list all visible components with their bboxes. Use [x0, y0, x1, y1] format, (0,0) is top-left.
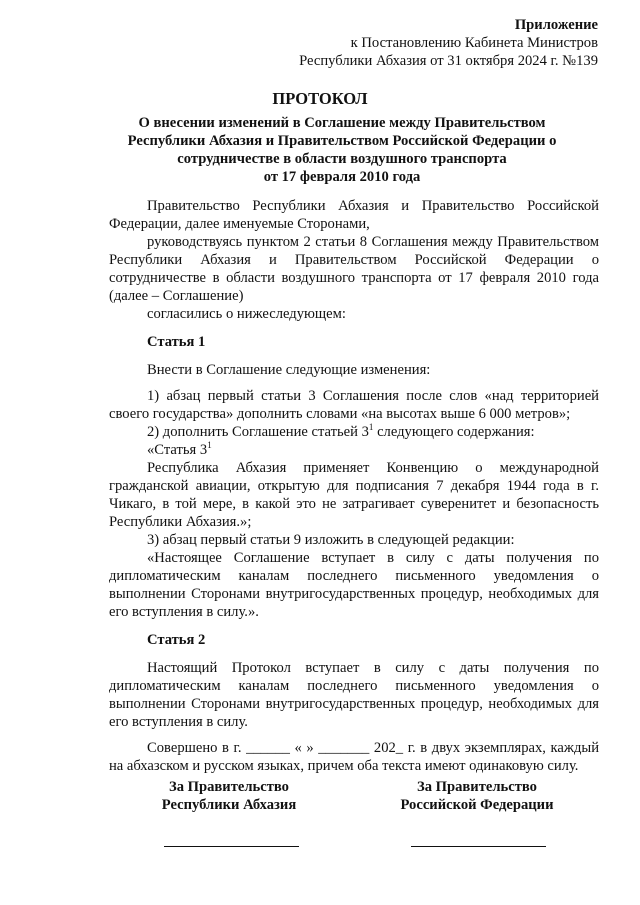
preamble-paragraph: Правительство Республики Абхазия и Правительство Российской Федерации, далее именуемые Сторонами,: [109, 198, 599, 232]
quoted-article-title: «Статья $3^1$: [147, 440, 212, 458]
signature-line-left: [164, 846, 299, 847]
appendix-header: [299, 16, 598, 70]
signature-left: За Правительство Республики Абхазия: [161, 779, 297, 813]
quoted-article-body: Республика Абхазия применяет Конвенцию о международной гражданской авиации, открытую для подписания 7 декабря 1944 года в г. Чикаго, в той мере, в какой это не затрагивает суверенитет и безопасность Республики Абхазия.»;: [109, 460, 599, 530]
article-2-paragraph: Настоящий Протокол вступает в силу с даты получения по дипломатическим каналам последнего письменного уведомления о выполнении Сторонами внутригосударственных процедур, необходимых для его вступления в силу.: [109, 660, 599, 730]
subtitle-line: от 17 февраля 2010 года: [263, 169, 421, 185]
subtitle-line: Республики Абхазия и Правительством Российской Федерации о: [127, 133, 557, 149]
document-subtitle: [80, 114, 604, 186]
article-1-item-1: 1) абзац первый статьи 3 Соглашения после слов «над территорией своего государства» дополнить словами «на высотах выше 6 000 метров»;: [109, 388, 599, 422]
appendix-title: Приложение: [514, 17, 598, 33]
article-1-item-3: 3) абзац первый статьи 9 изложить в следующей редакции:: [147, 532, 515, 548]
signature-line-right: [411, 846, 546, 847]
article-1-heading: Статья 1: [147, 334, 206, 350]
article-2-paragraph: Совершено в г. ______ « » _______ 202_ г. в двух экземплярах, каждый на абхазском и русском языках, причем оба текста имеют одинаковую силу.: [109, 740, 599, 774]
subtitle-line: О внесении изменений в Соглашение между Правительством: [138, 115, 546, 131]
article-1-intro: Внести в Соглашение следующие изменения:: [147, 362, 431, 378]
article-1-item-3-quote: «Настоящее Соглашение вступает в силу с даты получения по дипломатическим каналам последнего письменного уведомления о выполнении Сторонами внутригосударственных процедур, необходимых для его вступления в силу.».: [109, 550, 599, 620]
preamble-paragraph: руководствуясь пунктом 2 статьи 8 Соглашения между Правительством Республики Абхазия и Правительством Российской Федерации о сотрудничестве в области воздушного транспорта от 17 февраля 2010 года (далее – Соглашение): [109, 234, 599, 304]
appendix-line-2: Республики Абхазия от 31 октября 2024 г. №139: [299, 53, 598, 69]
subtitle-line: сотрудничестве в области воздушного транспорта: [177, 151, 507, 167]
document-body: [109, 197, 599, 775]
article-1-item-2: 2) дополнить Соглашение статьей $3^1$ следующего содержания:: [147, 422, 535, 440]
signature-right: За Правительство Российской Федерации: [400, 779, 554, 813]
appendix-line-1: к Постановлению Кабинета Министров: [350, 35, 598, 51]
article-2-heading: Статья 2: [147, 632, 206, 648]
preamble-paragraph: согласились о нижеследующем:: [147, 306, 346, 322]
document-title: ПРОТОКОЛ: [272, 89, 368, 108]
